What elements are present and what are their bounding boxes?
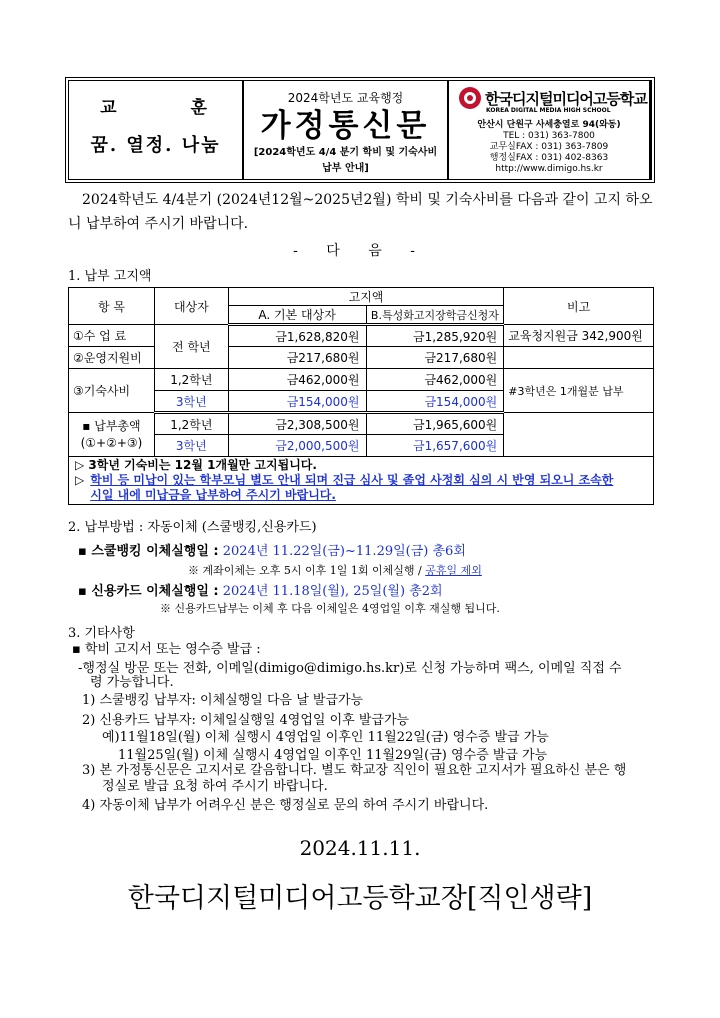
motto-label: 교 훈 — [100, 98, 241, 118]
header-target: 대상자 — [154, 288, 228, 325]
row-total3-target: 3학년 — [154, 435, 228, 457]
schoolbank-label: ▪ 스쿨뱅킹 이체실행일 : — [78, 544, 219, 559]
school-fax-2: 행정실FAX : 031) 402-8363 — [489, 153, 609, 163]
section3-ex2: 11월25일(월) 이체 실행시 4영업일 이후인 11월29일(금) 영수증 발급 가능 — [118, 748, 548, 763]
header-note: 비고 — [504, 288, 654, 325]
schoolbank-value: 2024년 11.22일(금)~11.29일(금) 총6회 — [222, 544, 466, 559]
fee-table — [68, 287, 654, 505]
row-total12-target: 1,2학년 — [154, 413, 228, 435]
schoolbank-row — [78, 540, 466, 559]
row-total12-a: 금2,308,500원 — [228, 413, 366, 435]
school-logo-icon — [459, 87, 481, 109]
school-name: 한국디지털미디어고등학교 — [485, 89, 647, 108]
school-tel: TEL : 031) 363-7800 — [503, 131, 595, 141]
row-tuition-a: 금1,628,820원 — [228, 325, 366, 347]
row-operation-item: ②운영지원비 — [69, 347, 155, 369]
row-operation-a: 금217,680원 — [228, 347, 366, 369]
section3-item1: 1) 스쿨뱅킹 납부자: 이체실행일 다음 날 발급가능 — [82, 693, 364, 708]
doc-date: 2024.11.11. — [299, 836, 421, 860]
section3-item3b: 정실로 발급 요청 하여 주시기 바랍니다. — [102, 779, 328, 794]
row-dorm12-target: 1,2학년 — [154, 369, 228, 391]
row-total12-b: 금1,965,600원 — [366, 413, 504, 435]
row-tuition-b: 금1,285,920원 — [366, 325, 504, 347]
header-item: 항 목 — [69, 288, 155, 325]
card-label: ▪ 신용카드 이체실행일 : — [78, 584, 219, 599]
table-notes — [69, 457, 654, 505]
note-dorm-3rd: ▷ 3학년 기숙비는 12월 1개월만 고지됩니다. — [75, 458, 317, 472]
note-unpaid-2: 시일 내에 미납금을 납부하여 주시기 바랍니다. — [90, 488, 336, 502]
row-dorm12-a: 금462,000원 — [228, 369, 366, 391]
row-total-note — [504, 413, 654, 457]
row-dorm3-target: 3학년 — [154, 391, 228, 413]
row-dorm-item: ③기숙사비 — [69, 369, 155, 413]
school-cell — [449, 81, 651, 179]
row-total-item — [69, 413, 155, 457]
doc-title: 가정통신문 — [260, 108, 431, 144]
section3-title: 3. 기타사항 — [68, 626, 135, 641]
note-unpaid-1: 학비 등 미납이 있는 학부모님 별도 안내 되며 진급 심사 및 졸업 사정회 심의 시 반영 되오니 조속한 — [90, 473, 614, 487]
row-operation-note — [504, 347, 654, 369]
header-box — [68, 80, 652, 180]
motto-cell — [69, 81, 244, 179]
section3-ex1: 예)11월18일(월) 이체 실행시 4영업일 이후인 11월22일(금) 영수증 발급 가능 — [102, 730, 549, 745]
row-total-item-2: (①+②+③) — [80, 435, 143, 450]
doc-desc-2: 납부 안내] — [322, 163, 369, 174]
section3-item3a: 3) 본 가정통신문은 고지서로 갈음합니다. 별도 학교장 직인이 필요한 고지서가 필요하신 분은 행 — [82, 763, 627, 778]
row-total-item-1: ▪ 납부총액 — [82, 418, 141, 433]
school-fax-1: 교무실FAX : 031) 363-7809 — [489, 142, 609, 152]
intro-paragraph: 2024학년도 4/4분기 (2024년12월~2025년2월) 학비 및 기숙사비를 다음과 같이 고지 하오니 납부하여 주시기 바랍니다. — [68, 192, 653, 232]
doc-subtitle: 2024학년도 교육행정 — [287, 91, 404, 105]
holiday-link[interactable]: 공휴일 제외 — [425, 564, 482, 577]
row-tuition-target: 전 학년 — [154, 325, 228, 369]
header-col-b: B.특성화고지장학금신청자 — [366, 306, 504, 325]
section3-line1b: 령 가능합니다. — [90, 675, 174, 690]
section1-title: 1. 납부 고지액 — [68, 269, 152, 284]
section3-item4: 4) 자동이체 납부가 어려우신 분은 행정실로 문의 하여 주시기 바랍니다. — [82, 798, 489, 813]
row-dorm12-b: 금462,000원 — [366, 369, 504, 391]
header-notice: 고지액 — [228, 288, 504, 306]
note-arrow: ▷ — [75, 473, 85, 487]
row-dorm3-a: 금154,000원 — [228, 391, 366, 413]
school-address: 안산시 단원구 사세충열로 94(와동) — [477, 120, 621, 130]
dahum-heading: - 다 음 - — [293, 243, 427, 259]
schoolbank-note-row — [188, 562, 482, 578]
row-total3-a: 금2,000,500원 — [228, 435, 366, 457]
title-cell — [244, 81, 449, 179]
row-operation-b: 금217,680원 — [366, 347, 504, 369]
schoolbank-note: ※ 계좌이체는 오후 5시 이후 1일 1회 이체실행 / — [188, 564, 422, 577]
row-tuition-note: 교육청지원금 342,900원 — [504, 325, 654, 347]
motto-text: 꿈. 열정. 나눔 — [90, 135, 221, 156]
section3-item2: 2) 신용카드 납부자: 이체일실행일 4영업일 이후 발급가능 — [82, 713, 410, 728]
card-row — [78, 580, 443, 599]
row-dorm3-b: 금154,000원 — [366, 391, 504, 413]
signature: 한국디지털미디어고등학교장[직인생략] — [127, 883, 593, 914]
section3-sub: ▪ 학비 고지서 또는 영수증 발급 : — [72, 642, 261, 657]
doc-desc-1: [2024학년도 4/4 분기 학비 및 기숙사비 — [253, 147, 438, 158]
row-tuition-item: ①수 업 료 — [69, 325, 155, 347]
school-web: http://www.dimigo.hs.kr — [495, 164, 603, 174]
card-note: ※ 신용카드납부는 이체 후 다음 이체일은 4영업일 이후 재실행 됩니다. — [160, 602, 500, 615]
row-total3-b: 금1,657,600원 — [366, 435, 504, 457]
section2-title: 2. 납부방법 : 자동이체 (스쿨뱅킹,신용카드) — [68, 520, 317, 535]
card-value: 2024년 11.18일(월), 25일(월) 총2회 — [222, 584, 443, 599]
section3-line1a: -행정실 방문 또는 전화, 이메일(dimigo@dimigo.hs.kr)로 신청 가능하며 팩스, 이메일 직접 수 — [78, 661, 622, 676]
header-col-a: A. 기본 대상자 — [228, 306, 366, 325]
school-name-eng: KOREA DIGITAL MEDIA HIGH SCHOOL — [486, 107, 611, 114]
row-dorm-note: #3학년은 1개월분 납부 — [504, 369, 654, 413]
